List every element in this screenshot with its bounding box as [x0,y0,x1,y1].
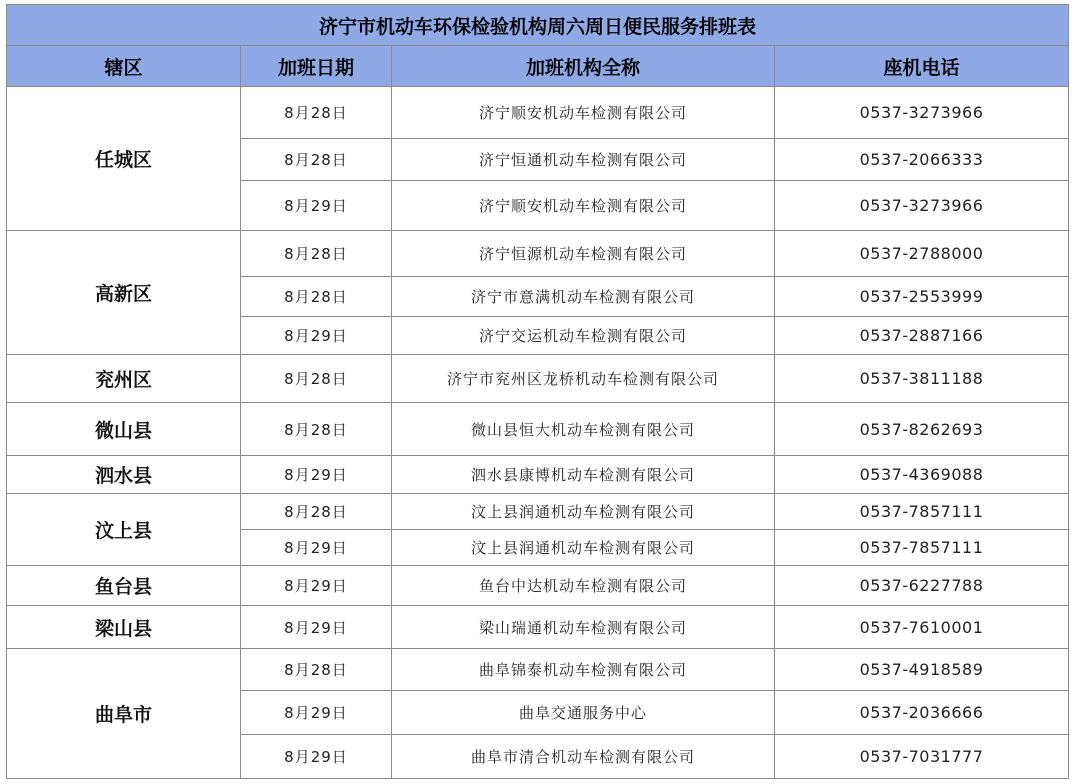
phone-cell: 0537-3273966 [775,181,1069,231]
date-cell: 8月29日 [241,735,392,779]
agency-cell: 济宁顺安机动车检测有限公司 [392,87,775,139]
phone-cell: 0537-3811188 [775,355,1069,403]
phone-cell: 0537-4369088 [775,456,1069,494]
phone-cell: 0537-2066333 [775,139,1069,181]
agency-cell: 济宁市兖州区龙桥机动车检测有限公司 [392,355,775,403]
agency-cell: 微山县恒大机动车检测有限公司 [392,403,775,456]
agency-cell: 汶上县润通机动车检测有限公司 [392,494,775,530]
header-agency: 加班机构全称 [392,46,775,87]
agency-cell: 曲阜交通服务中心 [392,691,775,735]
phone-cell: 0537-7610001 [775,606,1069,649]
date-cell: 8月29日 [241,566,392,606]
district-cell: 高新区 [7,231,241,355]
schedule-table [6,4,1069,779]
phone-cell: 0537-8262693 [775,403,1069,456]
district-cell: 任城区 [7,87,241,231]
phone-cell: 0537-2887166 [775,317,1069,355]
agency-cell: 曲阜市清合机动车检测有限公司 [392,735,775,779]
agency-cell: 济宁顺安机动车检测有限公司 [392,181,775,231]
date-cell: 8月29日 [241,606,392,649]
table-row [7,606,1069,649]
phone-cell: 0537-3273966 [775,87,1069,139]
district-cell: 微山县 [7,403,241,456]
phone-cell: 0537-7857111 [775,530,1069,566]
date-cell: 8月28日 [241,277,392,317]
header-row [7,46,1069,87]
agency-cell: 鱼台中达机动车检测有限公司 [392,566,775,606]
phone-cell: 0537-6227788 [775,566,1069,606]
date-cell: 8月29日 [241,691,392,735]
district-cell: 鱼台县 [7,566,241,606]
date-cell: 8月28日 [241,403,392,456]
date-cell: 8月28日 [241,87,392,139]
agency-cell: 济宁恒源机动车检测有限公司 [392,231,775,277]
phone-cell: 0537-2036666 [775,691,1069,735]
table-row [7,87,1069,139]
date-cell: 8月28日 [241,231,392,277]
date-cell: 8月28日 [241,649,392,691]
table-row [7,403,1069,456]
phone-cell: 0537-2553999 [775,277,1069,317]
agency-cell: 梁山瑞通机动车检测有限公司 [392,606,775,649]
title-row [7,5,1069,46]
date-cell: 8月28日 [241,494,392,530]
agency-cell: 济宁交运机动车检测有限公司 [392,317,775,355]
agency-cell: 曲阜锦泰机动车检测有限公司 [392,649,775,691]
district-cell: 汶上县 [7,494,241,566]
table-title: 济宁市机动车环保检验机构周六周日便民服务排班表 [7,5,1069,46]
table-row [7,231,1069,277]
agency-cell: 泗水县康博机动车检测有限公司 [392,456,775,494]
header-phone: 座机电话 [775,46,1069,87]
district-cell: 兖州区 [7,355,241,403]
date-cell: 8月28日 [241,355,392,403]
table-row [7,494,1069,530]
date-cell: 8月29日 [241,456,392,494]
date-cell: 8月29日 [241,317,392,355]
agency-cell: 济宁市意满机动车检测有限公司 [392,277,775,317]
date-cell: 8月29日 [241,181,392,231]
agency-cell: 汶上县润通机动车检测有限公司 [392,530,775,566]
agency-cell: 济宁恒通机动车检测有限公司 [392,139,775,181]
district-cell: 梁山县 [7,606,241,649]
header-district: 辖区 [7,46,241,87]
district-cell: 曲阜市 [7,649,241,779]
header-date: 加班日期 [241,46,392,87]
table-row [7,649,1069,691]
date-cell: 8月29日 [241,530,392,566]
table-row [7,355,1069,403]
date-cell: 8月28日 [241,139,392,181]
phone-cell: 0537-7031777 [775,735,1069,779]
phone-cell: 0537-2788000 [775,231,1069,277]
table-row [7,456,1069,494]
table-row [7,566,1069,606]
district-cell: 泗水县 [7,456,241,494]
phone-cell: 0537-4918589 [775,649,1069,691]
phone-cell: 0537-7857111 [775,494,1069,530]
